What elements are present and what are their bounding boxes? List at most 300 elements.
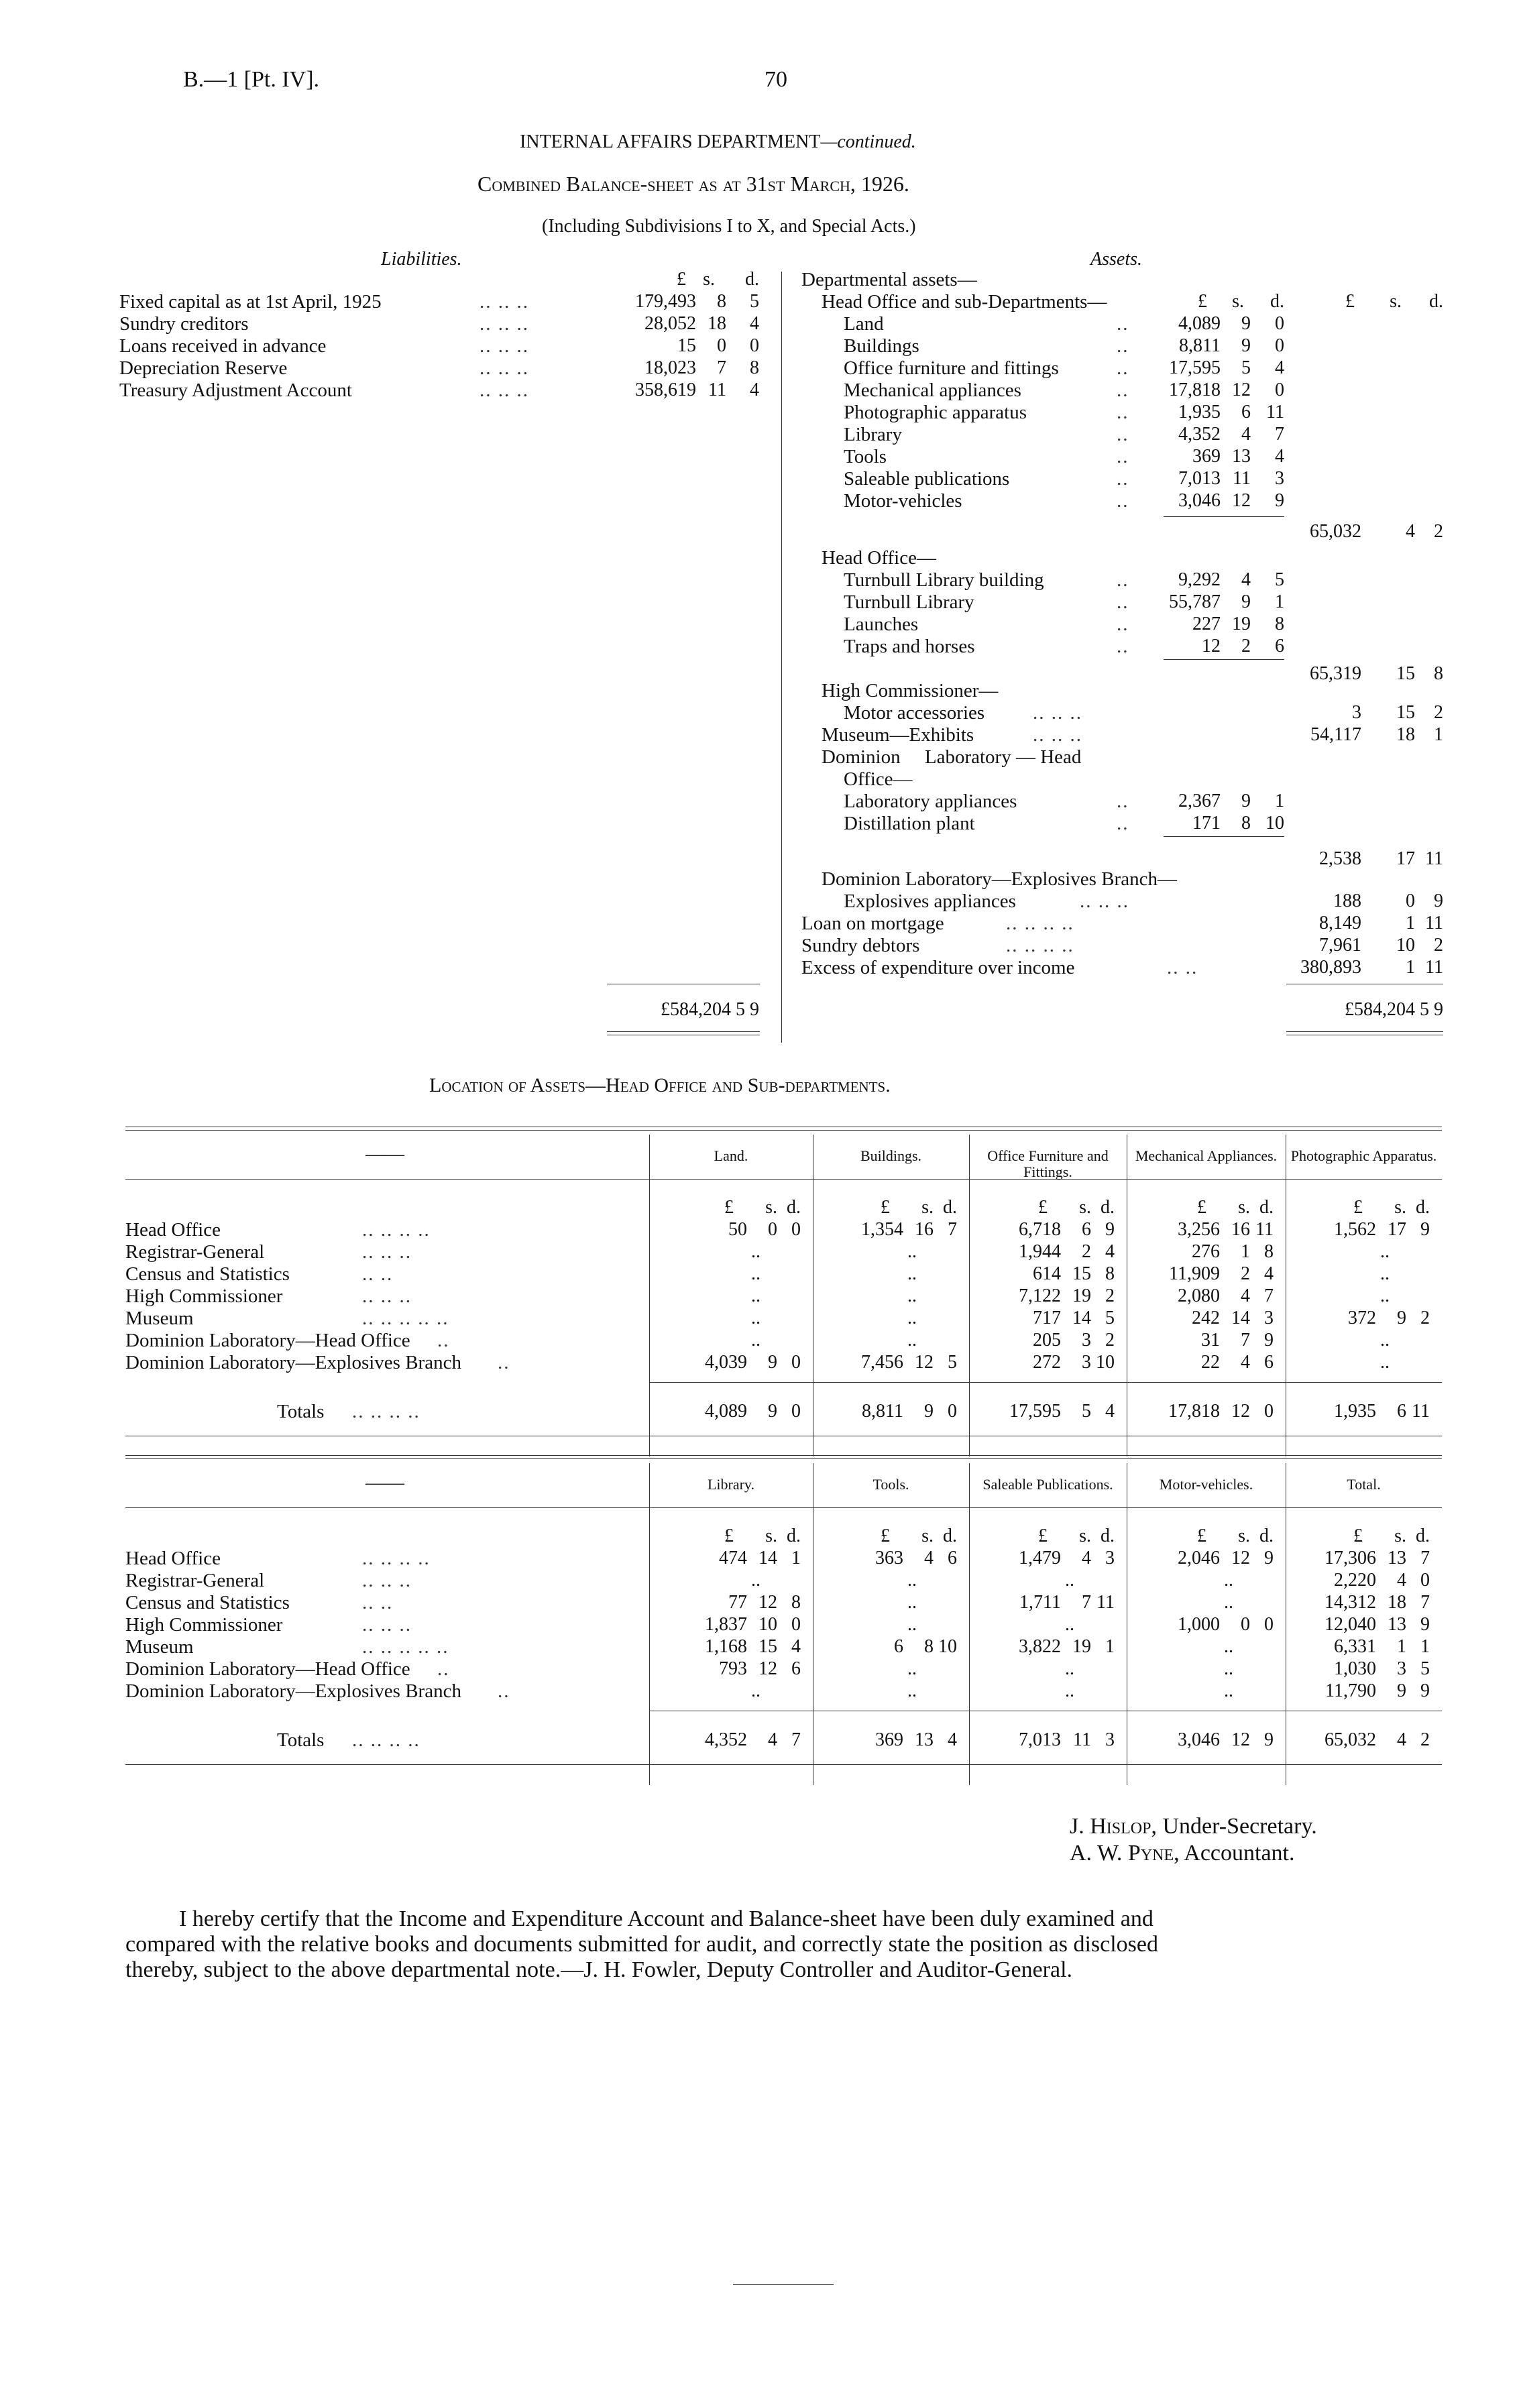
leader-dots: .. .. .. (1033, 724, 1082, 746)
shilling-head: s. (1079, 1197, 1091, 1218)
asset-item-pounds: 17,595 (1169, 357, 1221, 378)
asset-item-shillings: 4 (1241, 569, 1251, 590)
total-shillings: 12 (1231, 1401, 1250, 1422)
leader-dots: .. (1117, 813, 1129, 834)
empty-cell: .. (751, 1285, 760, 1306)
cell-shillings: 0 (1241, 1614, 1250, 1635)
cell-shillings: 6 (1082, 1219, 1091, 1240)
page-number: 70 (765, 67, 787, 92)
cell-shillings: 1 (1397, 1636, 1406, 1657)
cell-pence: 4 (791, 1636, 801, 1657)
balance-sheet-subtitle: (Including Subdivisions I to X, and Special Acts.) (542, 216, 916, 237)
location-row-label: High Commissioner (125, 1285, 283, 1307)
total-pounds: 4,352 (705, 1729, 747, 1750)
leader-dots: .. (1117, 468, 1129, 490)
total-shillings: 12 (1231, 1729, 1250, 1750)
location-row-label: Museum (125, 1308, 194, 1329)
empty-cell: .. (751, 1241, 760, 1262)
total-pence: 0 (948, 1401, 957, 1422)
column-header: Buildings. (860, 1147, 922, 1164)
cell-pounds: 3,822 (1019, 1636, 1061, 1657)
cell-pounds: 1,837 (705, 1614, 747, 1635)
cell-shillings: 19 (1072, 1285, 1091, 1306)
cell-pence: 7 (1420, 1592, 1430, 1613)
leader-dots: .. (1117, 614, 1129, 635)
location-row-label: Registrar-General (125, 1241, 265, 1263)
total-pounds: 7,013 (1019, 1729, 1061, 1750)
cell-shillings: 3 (1082, 1352, 1091, 1373)
asset-item-pounds: 12 (1202, 636, 1221, 656)
column-header: Library. (707, 1476, 755, 1493)
liability-pounds: 179,493 (635, 291, 696, 312)
location-title: Location of Assets—Head Office and Sub-departments. (429, 1074, 891, 1096)
location-row-label: Dominion Laboratory—Explosives Branch (125, 1352, 461, 1373)
liability-shillings: 7 (717, 357, 726, 378)
asset-item-pounds: 8,811 (1179, 335, 1221, 356)
asset-item-shillings: 12 (1232, 380, 1251, 400)
cell-pounds: 6 (894, 1636, 903, 1657)
asset-item-pence: 4 (1275, 357, 1284, 378)
asset-item-label: Motor-vehicles (844, 490, 962, 512)
total-pence: 3 (1105, 1729, 1115, 1750)
dominion-lab-total-pence: 11 (1425, 848, 1443, 869)
cell-pounds: 717 (1033, 1308, 1061, 1328)
cell-pence: 1 (1105, 1636, 1115, 1657)
empty-cell: .. (1224, 1680, 1233, 1701)
asset-item-shillings: 19 (1232, 614, 1251, 634)
cell-shillings: 7 (1082, 1592, 1091, 1613)
total-pounds: 3,046 (1178, 1729, 1220, 1750)
empty-cell: .. (907, 1285, 917, 1306)
empty-cell: .. (1224, 1658, 1233, 1679)
total-pounds: 17,818 (1168, 1401, 1220, 1422)
asset-item-shillings: 11 (1233, 468, 1251, 489)
cell-shillings: 15 (758, 1636, 777, 1657)
liability-pence: 8 (750, 357, 759, 378)
pound-head: £ (881, 1197, 890, 1218)
cell-pence: 6 (791, 1658, 801, 1679)
leader-dots: .. (437, 1330, 450, 1351)
empty-cell: .. (751, 1680, 760, 1701)
cell-pounds: 1,168 (705, 1636, 747, 1657)
head-office-total-pence: 8 (1434, 663, 1443, 684)
column-rule (969, 1135, 970, 1456)
cell-pence: 7 (948, 1219, 957, 1240)
empty-cell: .. (907, 1330, 917, 1351)
leader-dots: .. .. (1167, 957, 1198, 978)
cell-pence: 9 (1264, 1548, 1274, 1568)
cell-shillings: 13 (1388, 1614, 1406, 1635)
totals-label: Totals (277, 1401, 325, 1422)
audit-certificate (125, 1906, 1433, 1983)
cell-pounds: 7,456 (861, 1352, 903, 1373)
leader-dots: .. .. .. .. (1006, 913, 1074, 934)
location-row-label: Dominion Laboratory—Head Office (125, 1658, 410, 1680)
asset-item-label: Traps and horses (844, 636, 975, 657)
asset-item-pence: 6 (1275, 636, 1284, 656)
location-row-label: Head Office (125, 1548, 221, 1569)
asset-item-pence: 1 (1275, 591, 1284, 612)
cell-pence: 2 (1105, 1285, 1115, 1306)
total-shillings: 4 (1397, 1729, 1406, 1750)
empty-cell: .. (751, 1263, 760, 1284)
subtotal-rule (1164, 836, 1284, 837)
leader-dots: .. .. .. (362, 1614, 412, 1636)
empty-cell: .. (1224, 1570, 1233, 1591)
signature-accountant: A. W. Pyne, Accountant. (1070, 1841, 1295, 1866)
leader-dots: .. (437, 1658, 450, 1680)
liability-label: Loans received in advance (119, 335, 327, 357)
loan-shillings: 1 (1406, 913, 1415, 933)
cell-shillings: 4 (1241, 1285, 1250, 1306)
table-top-rule (125, 1455, 1442, 1459)
dominion-lab-heading: Dominion Laboratory — Head (822, 746, 1082, 768)
leader-dots: .. .. .. (480, 357, 529, 379)
total-pounds: 8,811 (862, 1401, 903, 1422)
motor-accessories-label: Motor accessories (844, 702, 985, 724)
cell-shillings: 8 (924, 1636, 934, 1657)
leader-dots: .. (1117, 591, 1129, 613)
cell-pounds: 614 (1033, 1263, 1061, 1284)
cell-pounds: 50 (728, 1219, 747, 1240)
pence-head: d. (1416, 1526, 1430, 1546)
signatory-surname: yne (1140, 1841, 1174, 1866)
asset-item-shillings: 12 (1232, 490, 1251, 511)
column-header: Total. (1347, 1476, 1381, 1493)
cell-pounds: 793 (719, 1658, 747, 1679)
cell-pence: 6 (948, 1548, 957, 1568)
cell-pounds: 2,080 (1178, 1285, 1220, 1306)
subtotal-rule (1164, 659, 1284, 660)
location-row-label: Head Office (125, 1219, 221, 1241)
asset-item-pence: 10 (1265, 813, 1284, 834)
cell-pence: 5 (1105, 1308, 1115, 1328)
cell-pounds: 31 (1201, 1330, 1220, 1351)
cell-shillings: 19 (1072, 1636, 1091, 1657)
cell-pounds: 3,256 (1178, 1219, 1220, 1240)
leader-dots: .. (1117, 380, 1129, 401)
asset-item-pence: 8 (1275, 614, 1284, 634)
asset-item-label: Office furniture and fittings (844, 357, 1059, 379)
asset-item-pounds: 1,935 (1178, 402, 1221, 422)
asset-item-label: Buildings (844, 335, 919, 357)
balance-sheet-title: Combined Balance-sheet as at 31st March, 1926. (477, 172, 909, 196)
signatory-surname: islop (1106, 1814, 1151, 1839)
total-pence: 9 (1264, 1729, 1274, 1750)
debtors-pence: 2 (1434, 935, 1443, 956)
head-sub-total-shillings: 4 (1406, 521, 1415, 542)
table-bottom-rule (125, 1764, 1442, 1765)
cell-shillings: 12 (758, 1658, 777, 1679)
leader-dots: .. (1117, 335, 1129, 357)
location-row-label: Registrar-General (125, 1570, 265, 1591)
leader-dots: .. .. .. .. (362, 1548, 431, 1569)
empty-cell: .. (907, 1241, 917, 1262)
head-office-total-pounds: 65,319 (1310, 663, 1361, 684)
leader-dots: .. .. .. (362, 1285, 412, 1307)
cell-pounds: 363 (875, 1548, 903, 1568)
asset-item-pounds: 2,367 (1178, 791, 1221, 811)
total-pounds: 17,595 (1009, 1401, 1061, 1422)
asset-item-pounds: 227 (1192, 614, 1221, 634)
liab-shilling-head: s. (703, 269, 715, 290)
asset-item-shillings: 9 (1241, 591, 1251, 612)
cell-shillings: 3 (1397, 1658, 1406, 1679)
cell-pounds: 12,040 (1325, 1614, 1376, 1635)
totals-label: Totals (277, 1729, 325, 1751)
cell-pounds: 276 (1192, 1241, 1220, 1262)
assets-heading: Assets. (1090, 249, 1142, 270)
cell-pence: 5 (948, 1352, 957, 1373)
shilling-head: s. (1238, 1526, 1250, 1546)
head-office-heading: Head Office— (822, 547, 936, 569)
cell-shillings: 12 (1231, 1548, 1250, 1568)
asset-item-pounds: 55,787 (1169, 591, 1221, 612)
leader-dots: .. .. (362, 1592, 394, 1613)
dominion-lab-total-shillings: 17 (1396, 848, 1415, 869)
asset-item-shillings: 4 (1241, 424, 1251, 445)
motor-accessories-shillings: 15 (1396, 702, 1415, 723)
head-sub-total-pounds: 65,032 (1310, 521, 1361, 542)
location-row-label: Census and Statistics (125, 1263, 290, 1285)
asset-item-pounds: 17,818 (1169, 380, 1221, 400)
cell-pounds: 2,220 (1334, 1570, 1376, 1591)
cell-pence: 2 (1105, 1330, 1115, 1351)
cell-pounds: 1,354 (861, 1219, 903, 1240)
document-reference: B.—1 [Pt. IV]. (183, 67, 320, 92)
empty-cell: .. (1380, 1241, 1390, 1262)
empty-cell: .. (1380, 1285, 1390, 1306)
total-pence: 7 (791, 1729, 801, 1750)
certificate-line-2: compared with the relative books and documents submitted for audit, and correctly state the position as disclosed (125, 1932, 1158, 1957)
asset-item-pounds: 369 (1192, 446, 1221, 467)
asset-item-label: Tools (844, 446, 887, 467)
stub-header: —— (365, 1472, 404, 1493)
explosives-label: Explosives appliances (844, 891, 1016, 912)
cell-pence: 5 (1420, 1658, 1430, 1679)
leader-dots: .. .. .. .. (352, 1401, 420, 1422)
leader-dots: .. (1117, 402, 1129, 423)
asset-item-pence: 5 (1275, 569, 1284, 590)
asset-item-pounds: 7,013 (1178, 468, 1221, 489)
liability-pence: 4 (750, 380, 759, 400)
cell-pence: 9 (1420, 1219, 1430, 1240)
cell-pounds: 4,039 (705, 1352, 747, 1373)
shilling-head: s. (765, 1526, 777, 1546)
shilling-head: s. (1238, 1197, 1250, 1218)
column-rule (649, 1463, 650, 1785)
excess-pence: 11 (1425, 957, 1443, 978)
signature-under-secretary: J. Hislop, Under-Secretary. (1070, 1814, 1317, 1839)
cell-pence: 9 (1420, 1614, 1430, 1635)
cell-pence: 10 (938, 1636, 957, 1657)
cell-pence: 8 (791, 1592, 801, 1613)
cell-pence: 11 (1255, 1219, 1274, 1240)
total-shillings: 6 (1397, 1401, 1406, 1422)
cell-shillings: 15 (1072, 1263, 1091, 1284)
cell-shillings: 4 (1082, 1548, 1091, 1568)
cell-shillings: 16 (915, 1219, 934, 1240)
cell-pounds: 7,122 (1019, 1285, 1061, 1306)
leader-dots: .. .. .. .. (362, 1219, 431, 1241)
pence-head: d. (787, 1197, 801, 1218)
shilling-head: s. (1394, 1526, 1406, 1546)
leader-dots: .. (1117, 636, 1129, 657)
cell-pence: 9 (1420, 1680, 1430, 1701)
column-header: Office Furniture and Fittings. (987, 1147, 1109, 1180)
location-row-label: Dominion Laboratory—Head Office (125, 1330, 410, 1351)
asset-item-label: Distillation plant (844, 813, 975, 834)
pence-head: d. (1259, 1197, 1274, 1218)
liability-label: Fixed capital as at 1st April, 1925 (119, 291, 382, 312)
asset-item-shillings: 6 (1241, 402, 1251, 422)
asset-item-label: Turnbull Library (844, 591, 974, 613)
empty-cell: .. (907, 1570, 917, 1591)
cell-shillings: 9 (1397, 1680, 1406, 1701)
cell-shillings: 9 (1397, 1308, 1406, 1328)
empty-cell: .. (751, 1330, 760, 1351)
cell-pounds: 1,562 (1334, 1219, 1376, 1240)
cell-pence: 1 (791, 1548, 801, 1568)
shilling-head: s. (1394, 1197, 1406, 1218)
pound-head: £ (1197, 1526, 1206, 1546)
loan-label: Loan on mortgage (801, 913, 944, 934)
total-pence: 0 (1264, 1401, 1274, 1422)
explosives-pence: 9 (1434, 891, 1443, 911)
total-pence: 4 (948, 1729, 957, 1750)
museum-shillings: 18 (1396, 724, 1415, 745)
asset-shilling-head-outer: s. (1390, 291, 1402, 312)
shilling-head: s. (921, 1526, 934, 1546)
cell-shillings: 16 (1231, 1219, 1250, 1240)
leader-dots: .. .. .. (480, 380, 529, 401)
shilling-head: s. (1079, 1526, 1091, 1546)
asset-item-shillings: 9 (1241, 791, 1251, 811)
liability-pounds: 18,023 (644, 357, 696, 378)
column-header: Tools. (872, 1476, 909, 1493)
dominion-lab-total-pounds: 2,538 (1319, 848, 1361, 869)
cell-pounds: 77 (728, 1592, 747, 1613)
leader-dots: .. (1117, 357, 1129, 379)
asset-item-shillings: 13 (1232, 446, 1251, 467)
empty-cell: .. (1224, 1592, 1233, 1613)
asset-item-pounds: 9,292 (1178, 569, 1221, 590)
explosives-pounds: 188 (1333, 891, 1361, 911)
excess-shillings: 1 (1406, 957, 1415, 978)
pound-head: £ (1197, 1197, 1206, 1218)
museum-pence: 1 (1434, 724, 1443, 745)
asset-item-pence: 0 (1275, 380, 1284, 400)
liability-pence: 4 (750, 313, 759, 334)
cell-shillings: 2 (1241, 1263, 1250, 1284)
asset-item-shillings: 9 (1241, 335, 1251, 356)
asset-pound-head: £ (1198, 291, 1207, 312)
liability-label: Sundry creditors (119, 313, 249, 335)
liab-pence-head: d. (745, 269, 759, 290)
head-sub-total-pence: 2 (1434, 521, 1443, 542)
empty-cell: .. (907, 1263, 917, 1284)
cell-pence: 8 (1264, 1241, 1274, 1262)
leader-dots: .. .. (362, 1263, 394, 1285)
leader-dots: .. .. .. (362, 1570, 412, 1591)
total-pence: 11 (1412, 1401, 1430, 1422)
assets-total: £584,204 5 9 (1345, 999, 1443, 1020)
leader-dots: .. (1117, 490, 1129, 512)
total-pounds: 369 (875, 1729, 903, 1750)
column-rule (969, 1463, 970, 1785)
pence-head: d. (1101, 1197, 1115, 1218)
excess-label: Excess of expenditure over income (801, 957, 1075, 978)
cell-shillings: 14 (758, 1548, 777, 1568)
empty-cell: .. (907, 1592, 917, 1613)
pound-head: £ (724, 1526, 734, 1546)
cell-pounds: 2,046 (1178, 1548, 1220, 1568)
cell-shillings: 4 (1241, 1352, 1250, 1373)
cell-pence: 4 (1105, 1241, 1115, 1262)
leader-dots: .. .. .. .. .. (362, 1636, 449, 1658)
leader-dots: .. .. .. (480, 313, 529, 335)
motor-accessories-pounds: 3 (1352, 702, 1361, 723)
cell-shillings: 10 (758, 1614, 777, 1635)
liabilities-total: £584,204 5 9 (661, 999, 759, 1020)
debtors-label: Sundry debtors (801, 935, 920, 956)
empty-cell: .. (1380, 1263, 1390, 1284)
liability-pence: 5 (750, 291, 759, 312)
cell-pounds: 11,790 (1325, 1680, 1376, 1701)
leader-dots: .. (1117, 424, 1129, 445)
cell-shillings: 17 (1388, 1219, 1406, 1240)
pound-head: £ (1353, 1197, 1363, 1218)
cell-pounds: 6,718 (1019, 1219, 1061, 1240)
cell-pence: 3 (1105, 1548, 1115, 1568)
total-pence: 2 (1420, 1729, 1430, 1750)
total-shillings: 4 (768, 1729, 777, 1750)
table-top-rule (125, 1127, 1442, 1131)
asset-item-label: Laboratory appliances (844, 791, 1017, 812)
asset-item-pence: 11 (1266, 402, 1284, 422)
asset-shilling-head: s. (1232, 291, 1244, 312)
cell-pence: 0 (1264, 1614, 1274, 1635)
cell-shillings: 14 (1072, 1308, 1091, 1328)
cell-pence: 0 (1420, 1570, 1430, 1591)
asset-item-label: Library (844, 424, 902, 445)
cell-pounds: 17,306 (1325, 1548, 1376, 1568)
asset-item-pounds: 3,046 (1178, 490, 1221, 511)
asset-item-pounds: 4,089 (1178, 313, 1221, 334)
column-header: Mechanical Appliances. (1135, 1147, 1278, 1164)
cell-pence: 7 (1420, 1548, 1430, 1568)
totals-rule (649, 1382, 1442, 1383)
location-row-label: Dominion Laboratory—Explosives Branch (125, 1680, 461, 1702)
empty-cell: .. (1065, 1658, 1074, 1679)
pound-head: £ (881, 1526, 890, 1546)
empty-cell: .. (1380, 1352, 1390, 1373)
cell-shillings: 4 (1397, 1570, 1406, 1591)
leader-dots: .. (1117, 791, 1129, 812)
excess-pounds: 380,893 (1300, 957, 1361, 978)
cell-pence: 8 (1105, 1263, 1115, 1284)
asset-item-label: Mechanical appliances (844, 380, 1021, 401)
asset-item-shillings: 2 (1241, 636, 1251, 656)
leader-dots: .. .. .. .. .. (362, 1308, 449, 1329)
cell-pounds: 1,000 (1178, 1614, 1220, 1635)
liability-label: Depreciation Reserve (119, 357, 288, 379)
cell-shillings: 12 (915, 1352, 934, 1373)
cell-shillings: 1 (1241, 1241, 1250, 1262)
cell-pence: 9 (1264, 1330, 1274, 1351)
cell-pence: 3 (1264, 1308, 1274, 1328)
liability-label: Treasury Adjustment Account (119, 380, 352, 401)
